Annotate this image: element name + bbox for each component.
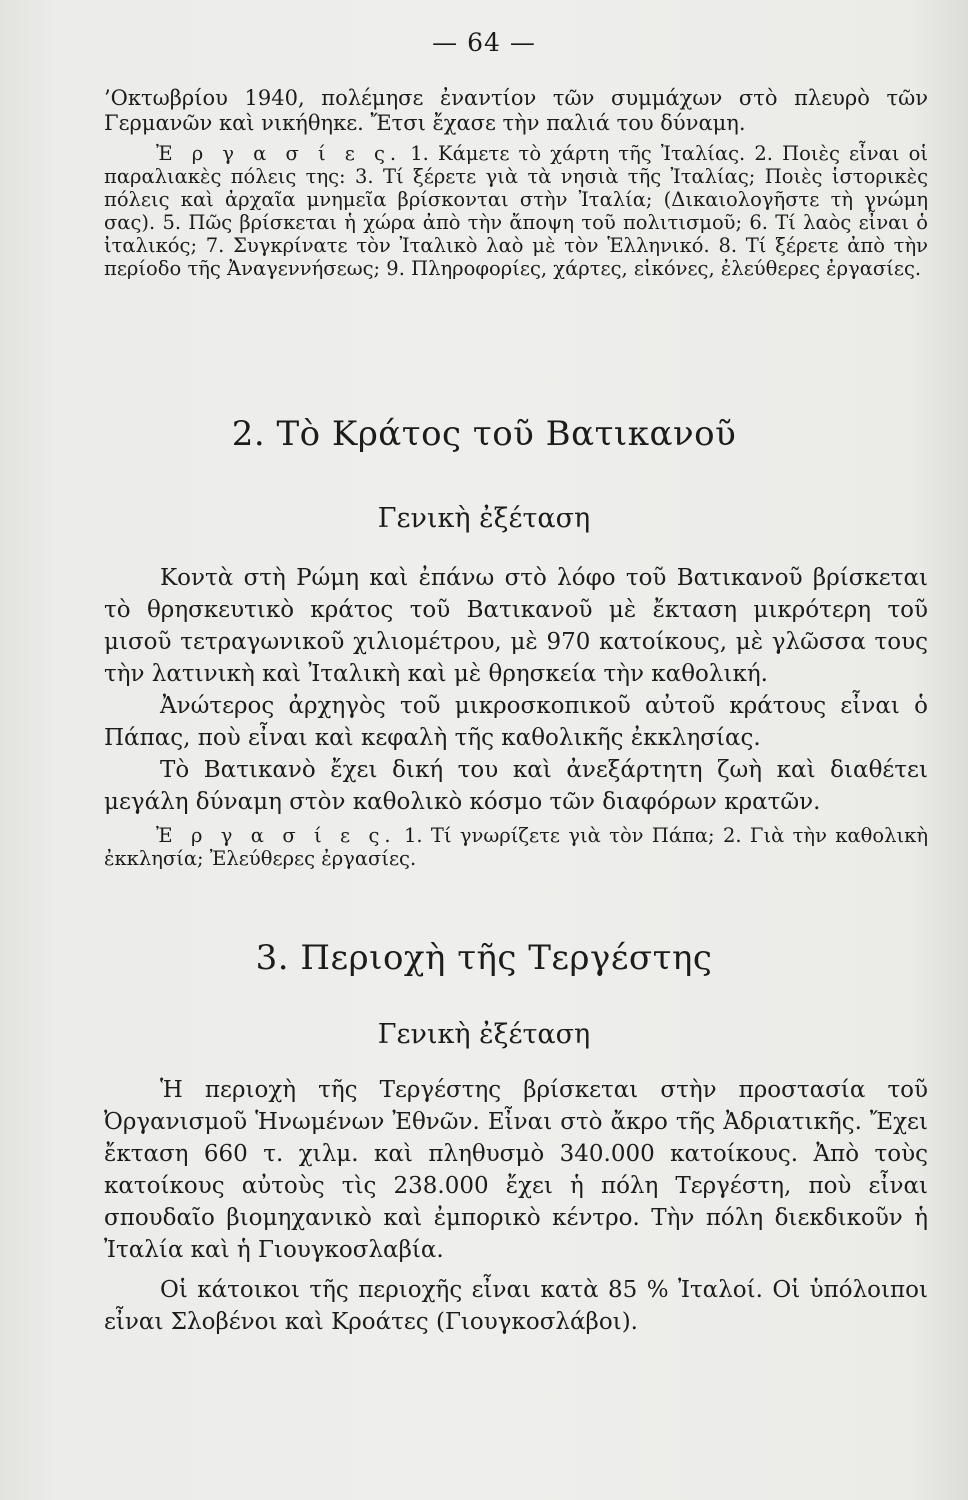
intro-exercises [104,142,928,280]
intro-block [104,86,928,284]
trieste-paragraph-1: Ἡ περιοχὴ τῆς Τεργέστης βρίσκεται στὴν προστασία τοῦ Ὀργανισμοῦ Ἡνωμένων Ἐθνῶν. Εἶναι στὸ ἄκρο τῆς Ἀδριατικῆς. Ἔχει ἔκταση 660 τ. χιλμ. καὶ πληθυσμὸ 340.000 κατοίκους. Ἀπὸ τοὺς κατοίκους αὐτοὺς τὶς 238.000 ἔχει ἡ πόλη Τεργέστη, ποὺ εἶναι σπουδαῖο βιομηχανικὸ καὶ ἐμπορικὸ κέντρο. Τὴν πόλη διεκδικοῦν ἡ Ἰταλία καὶ ἡ Γιουγκοσλαβία. [104,1077,928,1263]
section-title-trieste: 3. Περιοχὴ τῆς Τεργέστης [255,938,713,978]
subheading-vatican: Γενικὴ ἐξέταση [377,503,591,534]
subheading-trieste: Γενικὴ ἐξέταση [377,1019,591,1050]
vatican-paragraph-2: Ἀνώτερος ἀρχηγὸς τοῦ μικροσκοπικοῦ αὐτοῦ κράτους εἶναι ὁ Πάπας, ποὺ εἶναι καὶ κεφαλὴ τῆς καθολικῆς ἐκκλησίας. [104,693,928,751]
vatican-exercises [104,824,928,870]
trieste-paragraph-2: Οἱ κάτοικοι τῆς περιοχῆς εἶναι κατὰ 85 % Ἰταλοί. Οἱ ὑπόλοιποι εἶναι Σλοβένοι καὶ Κροάτες (Γιουγκοσλάβοι). [104,1277,928,1335]
vatican-body [104,562,928,874]
exercises-text: 1. Κάμετε τὸ χάρτη τῆς Ἰταλίας. 2. Ποιὲς εἶναι οἱ παραλιακὲς πόλεις της: 3. Τί ξέρετε γιὰ τὰ νησιὰ τῆς Ἰταλίας; Ποιὲς ἱστορικὲς πόλεις καὶ ἀρχαῖα μνημεῖα βρίσκονται στὴν Ἰταλία; (Δικαιολογῆστε τὴ γνώμη σας). 5. Πῶς βρίσκεται ἡ χώρα ἀπὸ τὴν ἄποψη τοῦ πολιτισμοῦ; 6. Τί λαὸς εἶναι ὁ ἰταλικός; 7. Συγκρίνατε τὸν Ἰταλικὸ λαὸ μὲ τὸν Ἑλληνικό. 8. Τί ξέρετε ἀπὸ τὴν περίοδο τῆς Ἀναγεννήσεως; 9. Πληροφορίες, χάρτες, εἰκόνες, ἐλεύθερες ἐργασίες. [104,142,928,280]
page-number: — 64 — [432,28,536,57]
vatican-paragraph-1: Κοντὰ στὴ Ρώμη καὶ ἐπάνω στὸ λόφο τοῦ Βατικανοῦ βρίσκεται τὸ θρησκευτικὸ κράτος τοῦ Βατικανοῦ μὲ ἔκταση μικρότερη τοῦ μισοῦ τετραγωνικοῦ χιλιομέτρου, μὲ 970 κατοίκους, μὲ γλῶσσα τους τὴν λατινικὴ καὶ Ἰταλικὴ καὶ μὲ θρησκεία τὴν καθολική. [104,565,928,687]
intro-paragraph: ’Οκτωβρίου 1940, πολέμησε ἐναντίον τῶν συμμάχων στὸ πλευρὸ τῶν Γερμανῶν καὶ νικήθηκε. Ἔτσι ἔχασε τὴν παλιά του δύναμη. [104,86,928,135]
exercises-label: Ἐ ρ γ α σ ί ε ς. [156,142,402,165]
exercises-label: Ἐ ρ γ α σ ί ε ς. [156,824,396,847]
trieste-body [104,1074,928,1338]
vatican-paragraph-3: Τὸ Βατικανὸ ἔχει δική του καὶ ἀνεξάρτητη ζωὴ καὶ διαθέτει μεγάλη δύναμη στὸν καθολικὸ κόσμο τῶν διαφόρων κρατῶν. [104,757,928,815]
section-title-vatican: 2. Τὸ Κράτος τοῦ Βατικανοῦ [231,414,737,454]
exercises-text: 1. Τί γνωρίζετε γιὰ τὸν Πάπα; 2. Γιὰ τὴν καθολικὴ ἐκκλησία; Ἐλεύθερες ἐργασίες. [104,824,929,870]
